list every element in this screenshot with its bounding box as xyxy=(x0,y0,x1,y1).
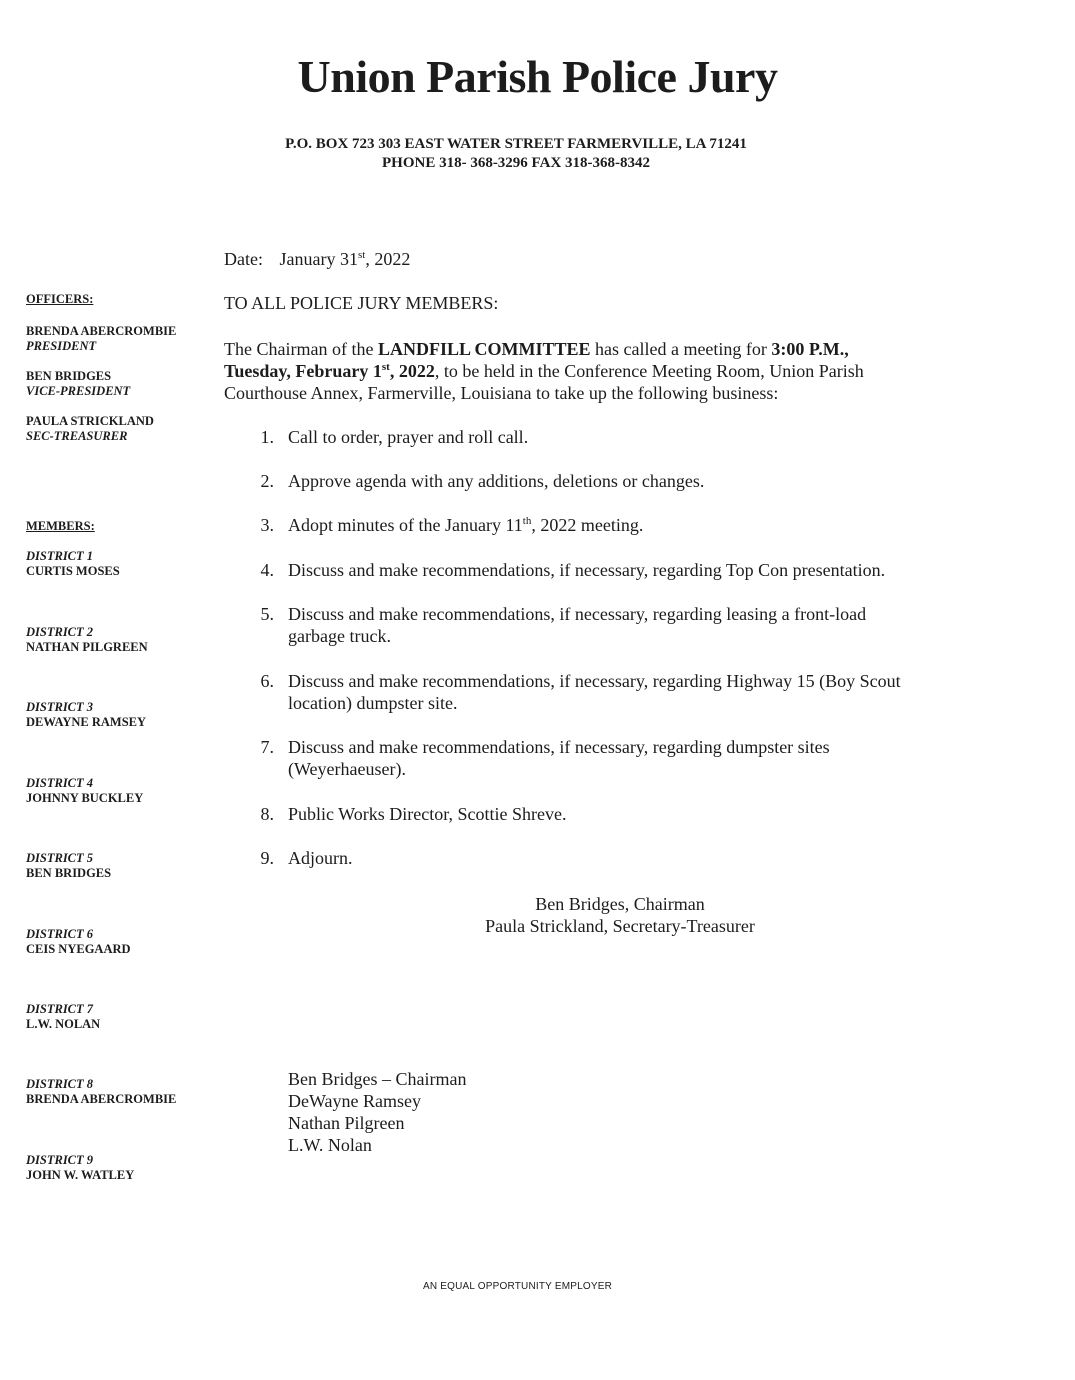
officers-heading: OFFICERS: xyxy=(26,292,94,306)
officer-name: BRENDA ABERCROMBIE xyxy=(26,324,177,338)
members-heading: MEMBERS: xyxy=(26,519,95,533)
member-entry xyxy=(26,851,216,881)
member-name: CEIS NYEGAARD xyxy=(26,942,131,956)
footer-eoe: AN EQUAL OPPORTUNITY EMPLOYER xyxy=(423,1281,612,1292)
committee-member: DeWayne Ramsey xyxy=(288,1091,422,1111)
member-district: DISTRICT 1 xyxy=(26,549,94,563)
committee-member: L.W. Nolan xyxy=(288,1135,372,1155)
date-value: January 31st, 2022 xyxy=(279,249,411,269)
signature-secretary: Paula Strickland, Secretary-Treasurer xyxy=(485,916,755,936)
member-district: DISTRICT 5 xyxy=(26,851,94,865)
member-name: JOHNNY BUCKLEY xyxy=(26,791,144,805)
member-district: DISTRICT 6 xyxy=(26,927,94,941)
officer-entry xyxy=(26,414,216,444)
member-entry xyxy=(26,549,216,579)
signature-chairman: Ben Bridges, Chairman xyxy=(535,894,705,914)
member-name: DEWAYNE RAMSEY xyxy=(26,715,147,729)
member-name: L.W. NOLAN xyxy=(26,1017,101,1031)
officer-title: PRESIDENT xyxy=(26,339,97,353)
member-entry xyxy=(26,1153,216,1183)
member-district: DISTRICT 9 xyxy=(26,1153,94,1167)
meeting-time: 3:00 P.M., xyxy=(771,339,849,359)
member-entry xyxy=(26,927,216,957)
member-name: BEN BRIDGES xyxy=(26,866,112,880)
member-entry xyxy=(26,625,216,655)
member-name: NATHAN PILGREEN xyxy=(26,640,148,654)
member-district: DISTRICT 4 xyxy=(26,776,94,790)
notice-date xyxy=(224,249,410,270)
officer-title: SEC-TREASURER xyxy=(26,429,128,443)
committee-members-list xyxy=(288,1068,466,1156)
member-district: DISTRICT 8 xyxy=(26,1077,94,1091)
committee-member: Ben Bridges – Chairman xyxy=(288,1069,467,1089)
member-name: CURTIS MOSES xyxy=(26,564,120,578)
officer-name: BEN BRIDGES xyxy=(26,369,112,383)
member-entry xyxy=(26,700,216,730)
member-district: DISTRICT 7 xyxy=(26,1002,94,1016)
officer-entry xyxy=(26,324,216,354)
salutation: TO ALL POLICE JURY MEMBERS: xyxy=(224,293,499,313)
member-entry xyxy=(26,1002,216,1032)
committee-member: Nathan Pilgreen xyxy=(288,1113,405,1133)
member-entry xyxy=(26,776,216,806)
committee-name: LANDFILL COMMITTEE xyxy=(377,339,591,359)
officer-name: PAULA STRICKLAND xyxy=(26,414,154,428)
date-label: Date: xyxy=(224,249,263,269)
officer-title: VICE-PRESIDENT xyxy=(26,384,131,398)
meeting-day: Tuesday, February 1st, 2022 xyxy=(224,361,435,381)
letterhead-title: Union Parish Police Jury xyxy=(297,51,778,102)
letterhead-phone-fax: PHONE 318- 368-3296 FAX 318-368-8342 xyxy=(381,155,651,171)
member-district: DISTRICT 2 xyxy=(26,625,94,639)
officer-entry xyxy=(26,369,216,399)
member-entry xyxy=(26,1077,216,1107)
letterhead-address: P.O. BOX 723 303 EAST WATER STREET FARMERVILLE, LA 71241 xyxy=(285,136,747,152)
meeting-intro: The Chairman of the LANDFILL COMMITTEE has called a meeting for 3:00 P.M., Tuesday, February 1st, 2022, to be held in the Conference Meeting Room, Union Parish Courthouse Annex, Farmerville, Louisiana to take up the following business: xyxy=(224,339,864,403)
member-district: DISTRICT 3 xyxy=(26,700,94,714)
member-name: BRENDA ABERCROMBIE xyxy=(26,1092,177,1106)
member-name: JOHN W. WATLEY xyxy=(26,1168,135,1182)
